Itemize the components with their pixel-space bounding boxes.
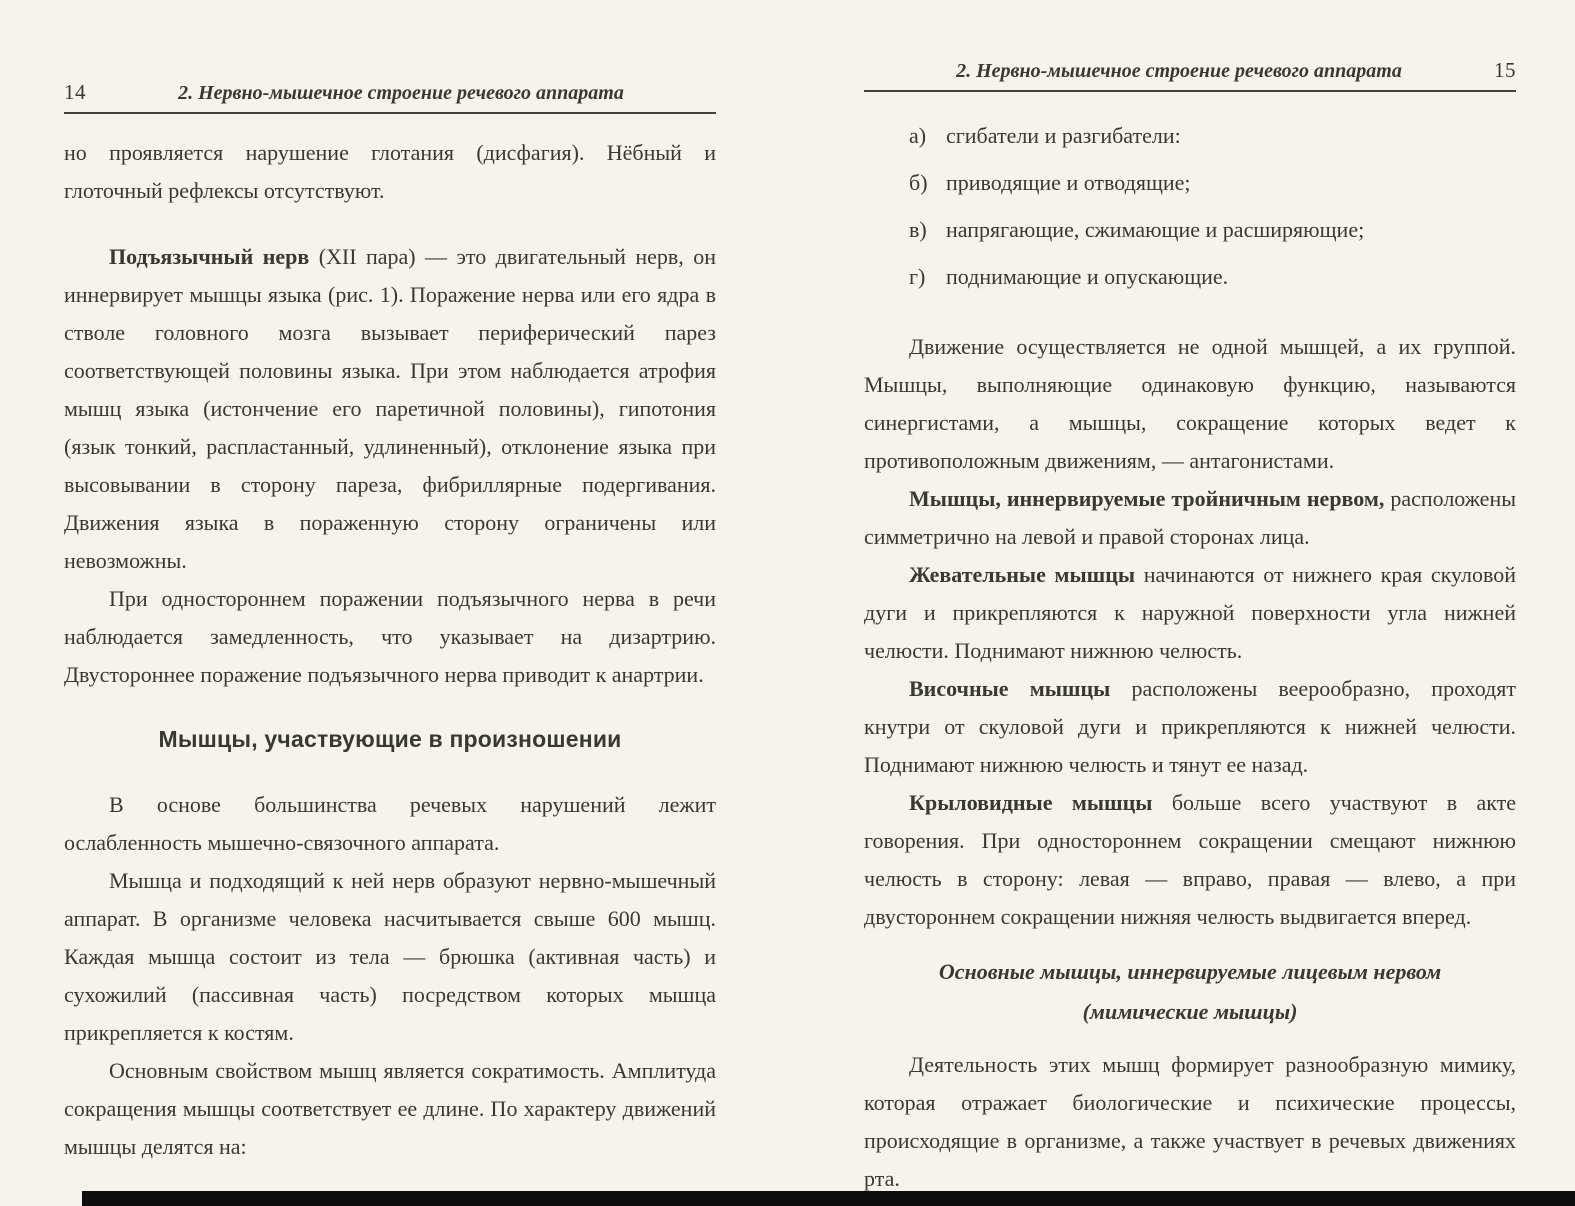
list-text: поднимающие и опускающие.	[946, 264, 1229, 289]
list-marker: г)	[909, 264, 926, 289]
list-text: сгибатели и разгибатели:	[946, 123, 1181, 148]
list-item	[909, 206, 1516, 253]
list-marker: в)	[909, 217, 927, 242]
list-text: напрягающие, сжимающие и расширяющие;	[946, 217, 1365, 242]
paragraph-masticatory-text: начинаются от нижнего края скуловой дуги и прикрепляются к наружной поверхности угла нижней челюсти. Поднимают нижнюю челюсть.	[864, 562, 1516, 663]
list-item	[909, 159, 1516, 206]
paragraph-continuation: но проявляется нарушение глотания (дисфагия). Нёбный и глоточный рефлексы отсутствуют.	[64, 140, 716, 203]
subheading-facial-nerve	[864, 952, 1516, 1032]
running-head-right	[864, 58, 1516, 83]
paragraph-movement: Движение осуществляется не одной мышцей, а их группой. Мышцы, выполняющие одинаковую функцию, называются синергистами, а мышцы, сокращение которых ведет к противоположным движениям, — антагонистами.	[864, 334, 1516, 473]
paragraph-temporal	[864, 670, 1516, 784]
body-right	[864, 112, 1516, 1198]
running-title-right: 2. Нервно-мышечное строение речевого аппарата	[956, 60, 1402, 82]
term-pterygoid-muscles: Крыловидные мышцы	[909, 790, 1153, 815]
header-rule-right	[864, 90, 1516, 92]
paragraph-trigeminal-text: расположены симметрично на левой и правой сторонах лица.	[864, 486, 1516, 549]
header-rule-left	[64, 112, 716, 114]
page-number-left: 14	[64, 80, 86, 104]
list-item	[909, 112, 1516, 159]
list-text: приводящие и отводящие;	[946, 170, 1191, 195]
section-heading-muscles: Мышцы, участвующие в произношении	[158, 726, 622, 752]
paragraph-contractility: Основным свойством мышц является сократимость. Амплитуда сокращения мышцы соответствует ее длине. По характеру движений мышцы делятся на:	[64, 1058, 716, 1159]
page-left	[64, 0, 716, 1206]
muscle-type-list	[864, 112, 1516, 300]
body-left	[64, 134, 716, 1166]
paragraph-pterygoid	[864, 784, 1516, 936]
page-number-right: 15	[1494, 58, 1516, 82]
paragraph-pterygoid-text: больше всего участвуют в акте говорения. При одностороннем сокращении смещают нижнюю челюсть в сторону: левая — вправо, правая — влево, а при двустороннем сокращении нижняя челюсть выдвигается вперед.	[864, 790, 1516, 929]
paragraph-masticatory	[864, 556, 1516, 670]
paragraph-trigeminal	[864, 480, 1516, 556]
list-item	[909, 253, 1516, 300]
paragraph-muscle-nerve: Мышца и подходящий к ней нерв образуют нервно-мышечный аппарат. В организме человека насчитывается свыше 600 мышц. Каждая мышца состоит из тела — брюшка (активная часть) и сухожилий (пассивная часть) посредством которых мышца прикрепляется к костям.	[64, 868, 716, 1045]
running-title-left: 2. Нервно-мышечное строение речевого аппарата	[178, 82, 624, 104]
paragraph-unilateral-lesion: При одностороннем поражении подъязычного нерва в речи наблюдается замедленность, что указывает на дизартрию. Двустороннее поражение подъязычного нерва приводит к анартрии.	[64, 586, 716, 687]
subheading-line-2: (мимические мышцы)	[1082, 999, 1298, 1024]
list-marker: б)	[909, 170, 928, 195]
running-head-left	[64, 80, 716, 105]
paragraph-hypoglossal	[64, 238, 716, 580]
paragraph-hypoglossal-text: (XII пара) — это двигательный нерв, он иннервирует мышцы языка (рис. 1). Поражение нерва или его ядра в стволе головного мозга вызывает периферический парез соответствующей половины языка. При этом наблюдается атрофия мышц языка (истончение его паретичной половины), гипотония (язык тонкий, распластанный, удлиненный), отклонение языка при высовывании в сторону пареза, фибриллярные подергивания. Движения языка в пораженную сторону ограничены или невозможны.	[64, 244, 716, 573]
paragraph-temporal-text: расположены веерообразно, проходят кнутри от скуловой дуги и прикрепляются к нижней челюсти. Поднимают нижнюю челюсть и тянут ее назад.	[864, 676, 1516, 777]
paragraph-facial-muscles: Деятельность этих мышц формирует разнообразную мимику, которая отражает биологические и психические процессы, происходящие в организме, а также участвует в речевых движениях рта.	[864, 1052, 1516, 1191]
term-hypoglossal-nerve: Подъязычный нерв	[109, 244, 310, 269]
term-trigeminal-muscles: Мышцы, иннервируемые тройничным нервом,	[909, 486, 1385, 511]
paragraph-basis: В основе большинства речевых нарушений лежит ослабленность мышечно-связочного аппарата.	[64, 792, 716, 855]
subheading-line-1: Основные мышцы, иннервируемые лицевым нервом	[938, 959, 1442, 984]
term-temporal-muscles: Височные мышцы	[909, 676, 1111, 701]
term-masticatory-muscles: Жевательные мышцы	[909, 562, 1136, 587]
page-right	[864, 0, 1516, 1206]
scan-edge-bottom	[82, 1191, 1575, 1206]
list-marker: а)	[909, 123, 927, 148]
